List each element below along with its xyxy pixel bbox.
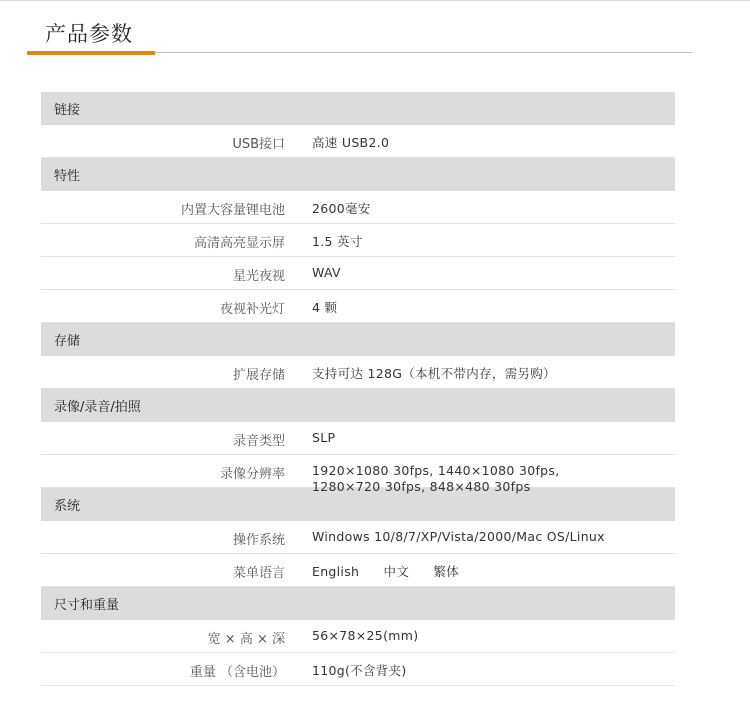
spec-label: 星光夜视 <box>232 269 285 284</box>
spec-value <box>312 562 479 580</box>
spec-value: 4 颗 <box>312 300 338 315</box>
page-title: 产品参数 <box>45 22 133 46</box>
spec-table <box>41 92 675 686</box>
spec-value: Windows 10/8/7/XP/Vista/2000/Mac OS/Linux <box>312 529 605 544</box>
spec-value: 支持可达 128G（本机不带内存，需另购） <box>312 366 556 381</box>
spec-row-dimensions <box>41 620 675 653</box>
section-header-size-weight: 尺寸和重量 <box>41 587 675 620</box>
spec-label: 高清高亮显示屏 <box>193 236 285 251</box>
spec-row-usb <box>41 125 675 158</box>
spec-value-line-1: 1920×1080 30fps, 1440×1080 30fps, <box>312 463 560 478</box>
spec-row-display <box>41 224 675 257</box>
spec-row-video-resolution <box>41 455 675 494</box>
spec-label: 扩展存储 <box>232 368 285 383</box>
spec-value: 110g(不含背夹) <box>312 663 407 678</box>
spec-label: USB接口 <box>232 137 285 152</box>
language-simplified-chinese: 中文 <box>383 564 410 579</box>
spec-row-audio-type <box>41 422 675 455</box>
spec-value: WAV <box>312 265 341 280</box>
section-header-link: 链接 <box>41 92 675 125</box>
spec-label: 宽 × 高 × 深 <box>207 632 285 647</box>
spec-label: 录像分辨率 <box>219 467 285 482</box>
spec-row-weight <box>41 653 675 686</box>
language-english: English <box>312 564 360 579</box>
section-header-recording: 录像/录音/拍照 <box>41 389 675 422</box>
spec-value: 56×78×25(mm) <box>312 628 419 643</box>
spec-row-expand-storage <box>41 356 675 389</box>
title-accent-bar <box>27 51 155 55</box>
spec-label: 操作系统 <box>232 533 285 548</box>
spec-label: 内置大容量锂电池 <box>180 203 285 218</box>
spec-value: 1.5 英寸 <box>312 234 363 249</box>
spec-row-menu-language <box>41 554 675 587</box>
spec-value: SLP <box>312 430 336 445</box>
spec-label: 菜单语言 <box>232 566 285 581</box>
top-border <box>0 0 750 1</box>
spec-value-line-2: 1280×720 30fps, 848×480 30fps <box>312 479 531 494</box>
section-header-system: 系统 <box>41 488 675 521</box>
section-header-storage: 存储 <box>41 323 675 356</box>
spec-label: 录音类型 <box>232 434 285 449</box>
spec-value: 高速 USB2.0 <box>312 135 390 150</box>
spec-value: 2600毫安 <box>312 201 371 216</box>
spec-value <box>312 463 559 495</box>
section-header-features: 特性 <box>41 158 675 191</box>
spec-row-battery <box>41 191 675 224</box>
spec-row-night-vision <box>41 257 675 290</box>
spec-row-os <box>41 521 675 554</box>
language-traditional-chinese: 繁体 <box>433 564 460 579</box>
spec-label: 重量 （含电池） <box>189 665 285 680</box>
spec-label: 夜视补光灯 <box>219 302 285 317</box>
spec-row-fill-light <box>41 290 675 323</box>
